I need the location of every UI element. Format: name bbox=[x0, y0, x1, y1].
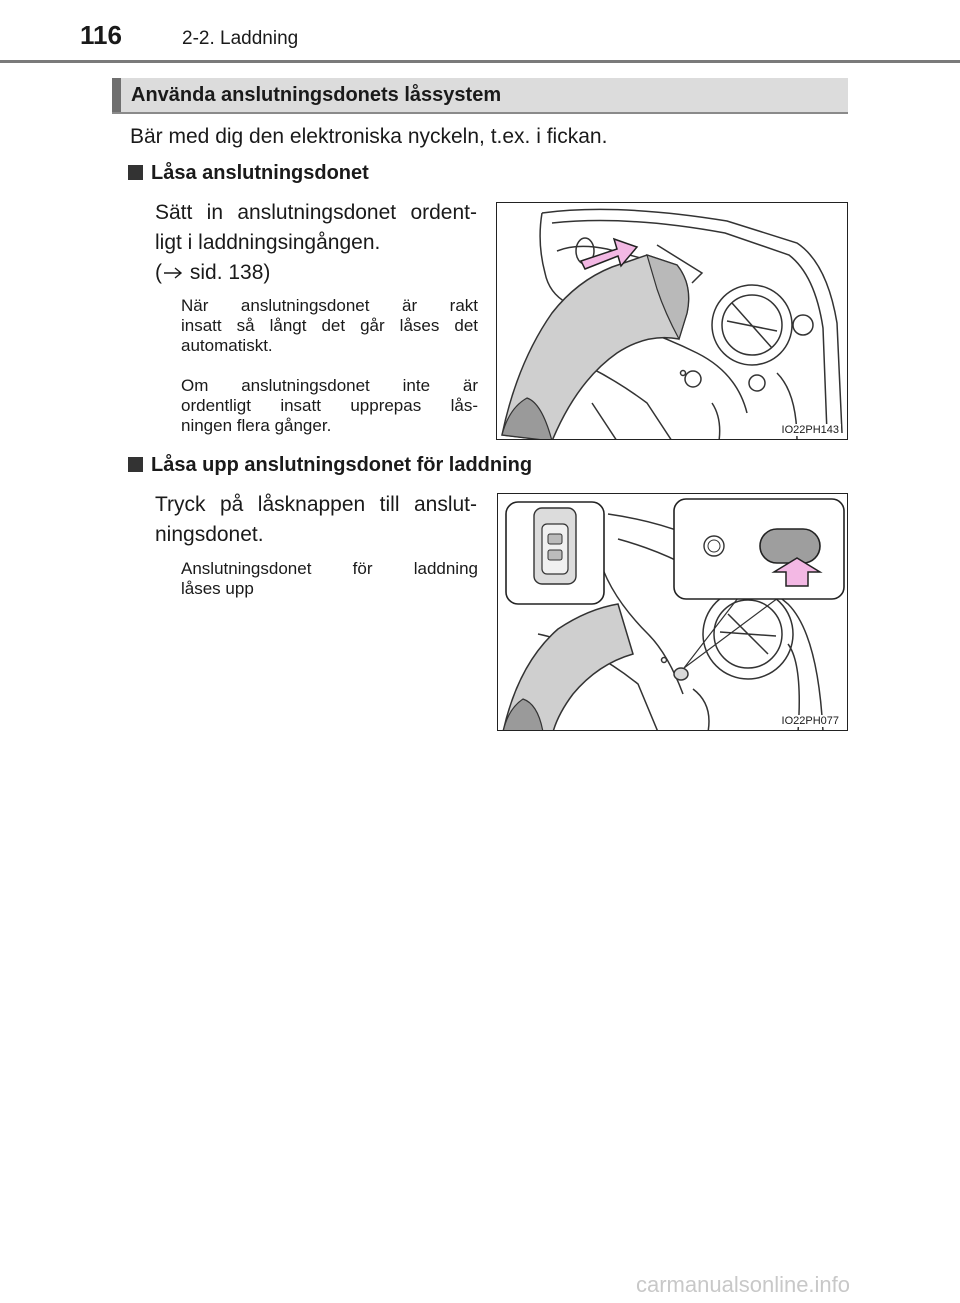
section-accent bbox=[112, 78, 121, 112]
lock-instruction-line1: Sätt in anslutningsdonet ordent- bbox=[155, 201, 477, 224]
page-reference: ( sid. 138) bbox=[155, 261, 271, 284]
lock-note2-l2: ordentligt insatt upprepas lås- bbox=[181, 396, 478, 415]
figure-id-label: IO22PH077 bbox=[781, 715, 839, 727]
unlock-note-l1: Anslutningsdonet för laddning bbox=[181, 559, 478, 578]
lock-note1-l1: När anslutningsdonet är rakt bbox=[181, 296, 478, 315]
section-heading-bar bbox=[112, 78, 848, 114]
connector-lock-button bbox=[760, 529, 820, 563]
arrow-right-icon bbox=[162, 265, 184, 279]
unlock-instruction-line2: ningsdonet. bbox=[155, 523, 264, 546]
page-number: 116 bbox=[80, 20, 122, 50]
lock-note2-l3: ningen flera gånger. bbox=[181, 416, 332, 435]
figure-id-label: IO22PH143 bbox=[781, 424, 839, 436]
lock-note2-l1: Om anslutningsdonet inte är bbox=[181, 376, 478, 395]
subheading-lock: Låsa anslutningsdonet bbox=[128, 162, 369, 185]
lock-note1-l3: automatiskt. bbox=[181, 336, 273, 355]
watermark-text: carmanualsonline.info bbox=[636, 1272, 851, 1297]
square-bullet-icon bbox=[128, 165, 143, 180]
unlock-instruction-line1: Tryck på låsknappen till anslut- bbox=[155, 493, 477, 516]
square-bullet-icon bbox=[128, 457, 143, 472]
lock-instruction-line2: ligt i laddningsingången. bbox=[155, 231, 381, 254]
section-title: Använda anslutningsdonets låssystem bbox=[131, 84, 502, 106]
figure-connector-insert bbox=[496, 202, 848, 440]
unlock-note-l2: låses upp bbox=[181, 579, 254, 598]
lock-button-illustration bbox=[498, 494, 848, 731]
subheading-unlock: Låsa upp anslutningsdonet för laddning bbox=[128, 454, 532, 477]
intro-text: Bär med dig den elektroniska nyckeln, t.ex. i fickan. bbox=[130, 125, 608, 148]
figure-unlock-button bbox=[497, 493, 848, 731]
lock-note1-l2: insatt så långt det går låses det bbox=[181, 316, 478, 335]
chapter-title: 2-2. Laddning bbox=[182, 28, 299, 49]
charging-connector-illustration bbox=[497, 203, 848, 440]
header-divider bbox=[0, 60, 960, 63]
